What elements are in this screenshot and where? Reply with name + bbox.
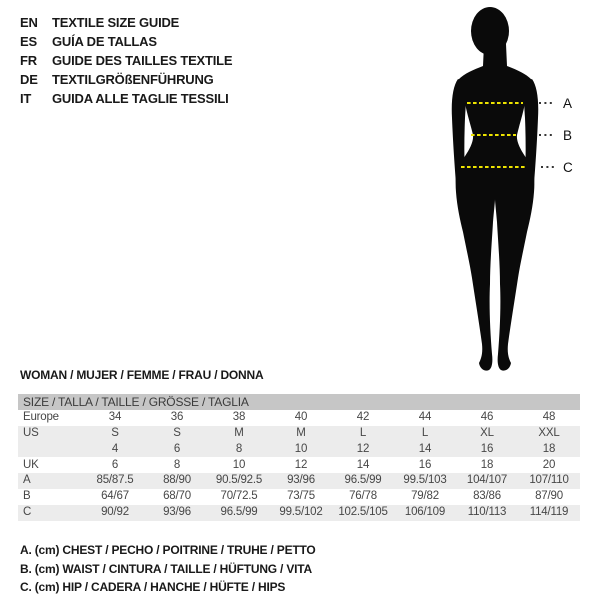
- lang-row-en: [20, 13, 232, 32]
- cell: 38: [232, 411, 246, 424]
- cell: XL: [480, 426, 494, 439]
- cell: 18: [542, 442, 556, 455]
- cell: 76/78: [349, 490, 377, 503]
- cell: 16: [418, 458, 432, 471]
- size-table-section: [18, 394, 580, 521]
- cell: 107/110: [529, 474, 569, 487]
- cell: 12: [356, 442, 370, 455]
- row-label: A: [23, 474, 31, 487]
- cell: 85/87.5: [96, 474, 134, 487]
- cell: 46: [480, 411, 494, 424]
- row-label: [18, 442, 84, 458]
- cell: 114/119: [529, 505, 569, 518]
- lang-row-fr: [20, 51, 232, 70]
- table-row-us-numeric: [18, 442, 580, 458]
- row-label: C: [23, 505, 32, 518]
- section-heading-woman: WOMAN / MUJER / FEMME / FRAU / DONNA: [20, 368, 264, 382]
- cell: 40: [294, 411, 308, 424]
- cell: 10: [294, 442, 308, 455]
- row-label: Europe: [23, 411, 59, 424]
- lang-code: IT: [20, 91, 32, 106]
- table-row-waist: [18, 489, 580, 505]
- cell: 110/113: [467, 505, 507, 518]
- silhouette-body: [456, 44, 535, 371]
- lang-label: GUÍA DE TALLAS: [52, 34, 157, 49]
- lang-row-de: [20, 70, 232, 89]
- cell: 64/67: [101, 490, 129, 503]
- cell: 99.5/102: [279, 505, 323, 518]
- lang-code: ES: [20, 34, 37, 49]
- cell: 68/70: [163, 490, 191, 503]
- cell: 99.5/103: [403, 474, 447, 487]
- silhouette-left-arm: [452, 79, 467, 216]
- cell: XXL: [538, 426, 560, 439]
- cell: 102.5/105: [338, 505, 388, 518]
- cell: 73/75: [287, 490, 315, 503]
- cell: 6: [173, 442, 181, 455]
- cell: 70/72.5: [220, 490, 258, 503]
- cell: 8: [235, 442, 243, 455]
- measurement-legend: [20, 541, 316, 597]
- lang-label: GUIDE DES TAILLES TEXTILE: [52, 53, 233, 68]
- cell: 90/92: [101, 505, 129, 518]
- cell: 83/86: [473, 490, 501, 503]
- row-label: US: [23, 426, 39, 439]
- legend-chest: A. (cm) CHEST / PECHO / POITRINE / TRUHE / PETTO: [20, 543, 316, 557]
- legend-waist: B. (cm) WAIST / CINTURA / TAILLE / HÜFTUNG / VITA: [20, 561, 312, 576]
- table-row-europe: [18, 410, 580, 426]
- cell: 14: [356, 458, 370, 471]
- lang-label: TEXTILGRÖßENFÜHRUNG: [52, 72, 214, 87]
- cell: 90.5/92.5: [215, 474, 263, 487]
- silhouette-right-arm: [523, 79, 538, 216]
- table-row-hip: [18, 505, 580, 521]
- cell: 36: [170, 411, 184, 424]
- cell: 96.5/99: [220, 505, 258, 518]
- cell: 96.5/99: [344, 474, 382, 487]
- cell: M: [234, 426, 244, 439]
- lang-code: DE: [20, 72, 38, 87]
- cell: 6: [111, 458, 119, 471]
- lang-label: TEXTILE SIZE GUIDE: [52, 15, 180, 30]
- cell: 93/96: [163, 505, 191, 518]
- lang-row-it: [20, 89, 232, 108]
- cell: 14: [418, 442, 432, 455]
- woman-silhouette: [425, 0, 600, 380]
- size-table: [18, 410, 580, 521]
- cell: 18: [480, 458, 494, 471]
- cell: 4: [111, 442, 119, 455]
- row-label: UK: [23, 458, 39, 471]
- lang-label: GUIDA ALLE TAGLIE TESSILI: [52, 91, 229, 106]
- cell: L: [359, 426, 367, 439]
- table-row-uk: [18, 457, 580, 473]
- cell: 44: [418, 411, 432, 424]
- cell: 79/82: [411, 490, 439, 503]
- language-list: [20, 13, 232, 108]
- cell: 88/90: [163, 474, 191, 487]
- cell: S: [173, 426, 181, 439]
- row-label: B: [23, 490, 31, 503]
- cell: 104/107: [466, 474, 508, 487]
- marker-label-hip: C: [563, 160, 573, 175]
- cell: 106/109: [404, 505, 446, 518]
- legend-hip: C. (cm) HIP / CADERA / HANCHE / HÜFTE / HIPS: [20, 580, 286, 595]
- cell: 10: [232, 458, 246, 471]
- size-table-header: SIZE / TALLA / TAILLE / GRÖSSE / TAGLIA: [18, 394, 580, 410]
- cell: 48: [542, 411, 556, 424]
- cell: M: [296, 426, 306, 439]
- lang-code: FR: [20, 53, 37, 68]
- cell: 34: [108, 411, 122, 424]
- cell: 16: [480, 442, 494, 455]
- lang-code: EN: [20, 15, 38, 30]
- cell: 93/96: [287, 474, 315, 487]
- table-row-us-letter: [18, 426, 580, 442]
- table-row-chest: [18, 473, 580, 489]
- cell: 12: [294, 458, 308, 471]
- marker-label-chest: A: [563, 96, 573, 111]
- cell: 20: [542, 458, 556, 471]
- marker-label-waist: B: [563, 128, 573, 143]
- cell: 42: [356, 411, 370, 424]
- cell: S: [111, 426, 119, 439]
- lang-row-es: [20, 32, 232, 51]
- cell: 87/90: [535, 490, 563, 503]
- cell: 8: [173, 458, 181, 471]
- cell: L: [421, 426, 429, 439]
